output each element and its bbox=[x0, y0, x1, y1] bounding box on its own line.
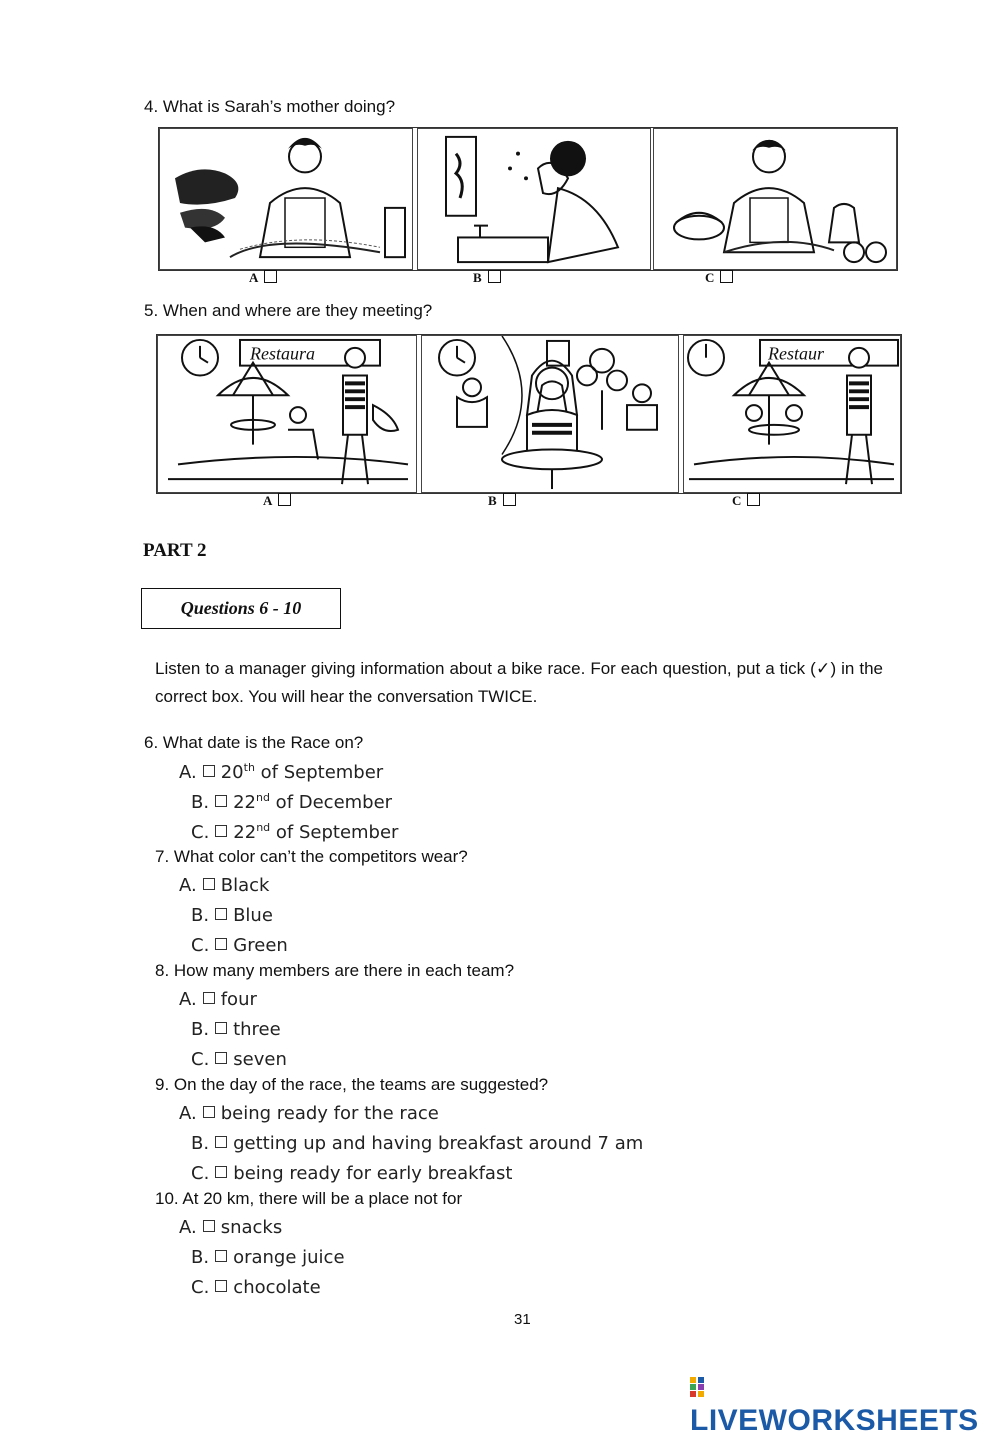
questions-range-box: Questions 6 - 10 bbox=[141, 588, 341, 629]
checkbox[interactable] bbox=[215, 938, 227, 950]
checkbox[interactable] bbox=[215, 825, 227, 837]
q7-option-b[interactable]: B. Blue bbox=[191, 905, 273, 926]
checkbox[interactable] bbox=[203, 765, 215, 777]
question-5-image-row bbox=[156, 334, 902, 494]
q5-picture-b bbox=[421, 335, 679, 493]
question-4-title: 4. What is Sarah’s mother doing? bbox=[144, 97, 396, 116]
checkbox[interactable] bbox=[203, 1106, 215, 1118]
q9-option-c[interactable]: C. being ready for early breakfast bbox=[191, 1163, 513, 1184]
q5-picture-c bbox=[683, 335, 901, 493]
checkbox[interactable] bbox=[215, 1250, 227, 1262]
q9-option-a[interactable]: A. being ready for the race bbox=[179, 1103, 439, 1124]
q8-option-b[interactable]: B. three bbox=[191, 1019, 281, 1040]
svg-text:Restaura: Restaura bbox=[250, 343, 315, 364]
q4-option-a[interactable]: A bbox=[249, 270, 277, 286]
question-4-image-row bbox=[158, 127, 898, 271]
checkbox[interactable] bbox=[215, 795, 227, 807]
question-6-title: 6. What date is the Race on? bbox=[144, 733, 364, 752]
question-7-title: 7. What color can’t the competitors wear? bbox=[155, 847, 468, 866]
q6-option-a[interactable]: A. 20th of September bbox=[179, 761, 384, 783]
q4-picture-a bbox=[159, 128, 413, 270]
q10-option-a[interactable]: A. snacks bbox=[179, 1217, 283, 1238]
q7-option-c[interactable]: C. Green bbox=[191, 935, 288, 956]
q8-option-a[interactable]: A. four bbox=[179, 989, 257, 1010]
q10-option-c[interactable]: C. chocolate bbox=[191, 1277, 321, 1298]
part-2-instructions: Listen to a manager giving information about a bike race. For each question, put a tick (✓) in the correct box. You will hear the conversation TWICE. bbox=[155, 659, 883, 706]
checkbox[interactable] bbox=[215, 1280, 227, 1292]
q4-option-c[interactable]: C bbox=[705, 270, 733, 286]
q5-option-a[interactable]: A bbox=[263, 493, 291, 509]
checkbox[interactable] bbox=[215, 1022, 227, 1034]
q10-option-b[interactable]: B. orange juice bbox=[191, 1247, 345, 1268]
question-9-title: 9. On the day of the race, the teams are suggested? bbox=[155, 1075, 549, 1094]
question-8-title: 8. How many members are there in each team? bbox=[155, 961, 515, 980]
part-2-heading: PART 2 bbox=[143, 540, 207, 561]
svg-text:Restaur: Restaur bbox=[768, 343, 824, 364]
q5-picture-a bbox=[157, 335, 417, 493]
question-10-title: 10. At 20 km, there will be a place not for bbox=[155, 1189, 463, 1208]
q4-picture-b bbox=[417, 128, 651, 270]
q5-option-c[interactable]: C bbox=[732, 493, 760, 509]
q4-option-b[interactable]: B bbox=[473, 270, 501, 286]
liveworksheets-logo-icon bbox=[690, 1373, 714, 1397]
checkbox[interactable] bbox=[203, 878, 215, 890]
q6-option-c[interactable]: C. 22nd of September bbox=[191, 821, 399, 843]
q7-option-a[interactable]: A. Black bbox=[179, 875, 270, 896]
checkbox[interactable] bbox=[215, 1052, 227, 1064]
liveworksheets-brand[interactable]: LIVEWORKSHEETS bbox=[690, 1370, 1000, 1438]
q6-option-b[interactable]: B. 22nd of December bbox=[191, 791, 393, 813]
q5-option-b[interactable]: B bbox=[488, 493, 516, 509]
question-5-title: 5. When and where are they meeting? bbox=[144, 301, 433, 320]
checkbox[interactable] bbox=[203, 992, 215, 1004]
q9-option-b[interactable]: B. getting up and having breakfast around 7 am bbox=[191, 1133, 644, 1154]
checkbox[interactable] bbox=[215, 1136, 227, 1148]
checkbox[interactable] bbox=[215, 908, 227, 920]
checkbox[interactable] bbox=[215, 1166, 227, 1178]
q4-picture-c bbox=[653, 128, 897, 270]
page-number: 31 bbox=[514, 1311, 531, 1328]
checkbox[interactable] bbox=[203, 1220, 215, 1232]
q8-option-c[interactable]: C. seven bbox=[191, 1049, 287, 1070]
